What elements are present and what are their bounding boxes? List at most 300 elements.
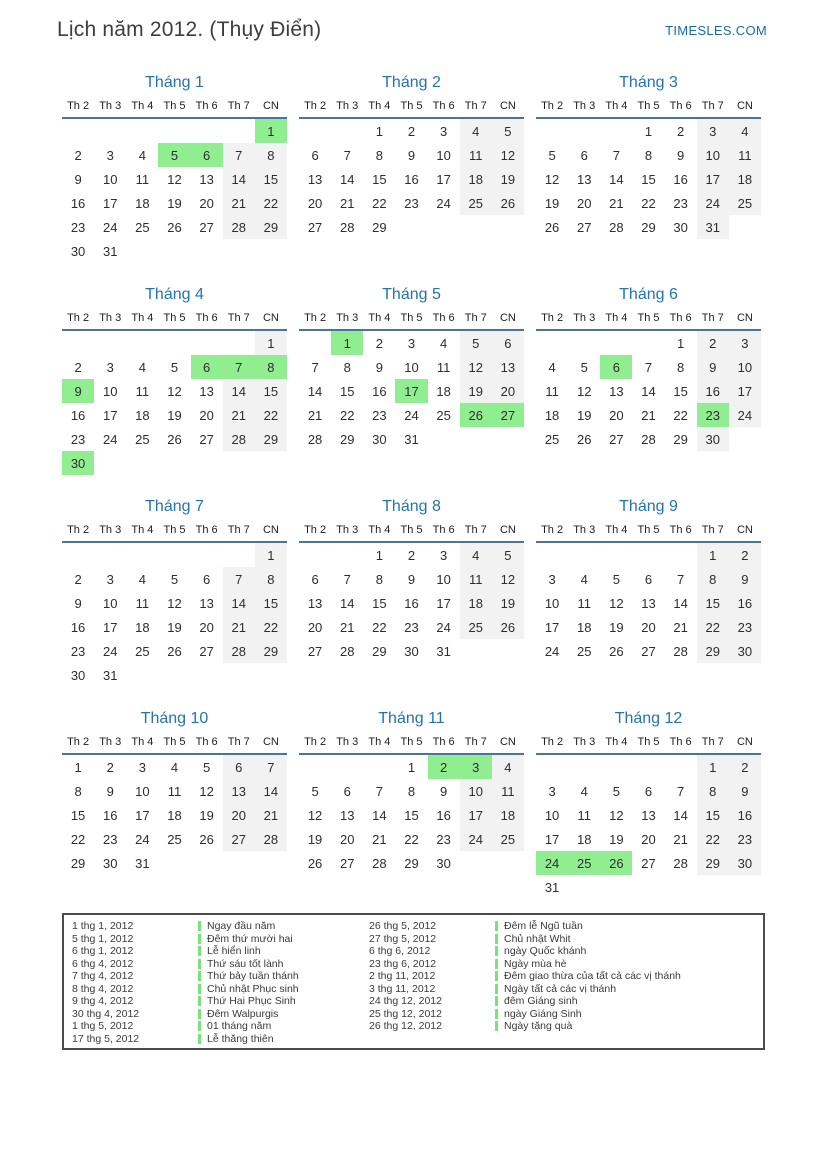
day-cell: 4 — [492, 755, 524, 779]
day-cell: 2 — [729, 755, 761, 779]
month-title-link[interactable]: Tháng 12 — [614, 710, 683, 727]
day-grid — [536, 331, 761, 475]
legend-date: 5 thg 1, 2012 — [72, 932, 134, 945]
day-cell: 18 — [576, 831, 592, 847]
day-cell: 25 — [729, 191, 761, 215]
day-cell-empty — [492, 663, 524, 687]
day-cell: 15 — [372, 595, 387, 611]
day-cell: 4 — [580, 571, 588, 587]
day-cell: 24 — [544, 643, 560, 659]
day-cell: 14 — [223, 591, 255, 615]
weekday-header: Th 5 — [637, 312, 660, 324]
day-cell: 2 — [74, 147, 82, 163]
month-block-8 — [299, 497, 524, 687]
weekday-header-row — [62, 311, 287, 331]
day-cell: 10 — [102, 383, 118, 399]
day-cell: 18 — [135, 195, 150, 211]
weekday-header: Th 3 — [336, 100, 359, 112]
day-cell: 31 — [544, 879, 560, 895]
day-cell-holiday: 23 — [697, 403, 729, 427]
day-cell-empty — [428, 875, 460, 899]
day-cell: 24 — [102, 643, 118, 659]
day-cell: 31 — [697, 215, 729, 239]
weekday-header: CN — [736, 312, 753, 324]
legend-row — [369, 933, 763, 946]
day-cell: 4 — [138, 147, 146, 163]
day-cell-empty — [299, 331, 331, 355]
day-cell: 16 — [102, 807, 118, 823]
day-cell-empty — [94, 119, 126, 143]
day-cell-empty — [729, 451, 761, 475]
weekday-header: Th 4 — [131, 524, 154, 536]
day-cell: 3 — [106, 359, 114, 375]
legend-holiday-name: Đêm giao thừa của tất cả các vị thánh — [504, 970, 681, 983]
day-cell: 17 — [436, 595, 451, 611]
day-cell: 17 — [135, 807, 150, 823]
month-title-link[interactable]: Tháng 7 — [145, 498, 204, 515]
day-cell: 4 — [138, 571, 146, 587]
day-cell-empty — [460, 663, 492, 687]
legend-holiday-name: Lễ thăng thiên — [207, 1032, 274, 1045]
day-cell: 20 — [492, 379, 524, 403]
day-cell-empty — [665, 755, 697, 779]
day-cell-empty — [568, 663, 600, 687]
day-cell: 4 — [460, 119, 492, 143]
day-cell-empty — [255, 851, 287, 875]
day-cell-empty — [158, 119, 190, 143]
weekday-header: Th 2 — [67, 736, 90, 748]
day-cell-empty — [492, 875, 524, 899]
day-cell: 16 — [70, 407, 86, 423]
weekday-header: Th 6 — [432, 312, 455, 324]
day-cell-empty — [428, 427, 460, 451]
weekday-header: Th 6 — [195, 100, 218, 112]
day-cell: 1 — [697, 755, 729, 779]
day-cell-empty — [191, 875, 223, 899]
day-cell: 9 — [729, 779, 761, 803]
weekday-header: Th 2 — [541, 100, 564, 112]
day-cell-holiday: 6 — [600, 355, 632, 379]
day-cell-empty — [395, 215, 427, 239]
month-title-link[interactable]: Tháng 10 — [140, 710, 209, 727]
day-cell-holiday: 6 — [191, 355, 223, 379]
day-cell: 3 — [106, 571, 114, 587]
day-cell: 6 — [644, 783, 653, 799]
day-cell-empty — [363, 875, 395, 899]
weekday-header: CN — [499, 100, 516, 112]
day-cell-empty — [299, 755, 331, 779]
day-cell: 10 — [102, 595, 118, 611]
day-cell: 30 — [70, 667, 86, 683]
day-cell: 12 — [492, 567, 524, 591]
day-cell: 22 — [339, 407, 355, 423]
day-cell: 1 — [677, 335, 685, 351]
month-title-link[interactable]: Tháng 3 — [619, 74, 678, 91]
legend-row — [369, 995, 763, 1008]
day-cell: 22 — [372, 619, 387, 635]
day-cell: 20 — [307, 195, 323, 211]
legend-holiday-name: Ngày mùa hè — [504, 957, 567, 970]
day-cell: 5 — [460, 331, 492, 355]
day-cell: 25 — [460, 191, 492, 215]
day-cell: 25 — [576, 643, 592, 659]
day-cell: 22 — [673, 407, 688, 423]
day-cell: 11 — [135, 171, 150, 187]
holiday-tick-icon — [198, 1034, 201, 1044]
day-cell: 10 — [460, 779, 492, 803]
day-cell: 28 — [673, 643, 688, 659]
day-cell: 6 — [311, 571, 319, 587]
day-cell-empty — [729, 427, 761, 451]
day-cell: 15 — [697, 803, 729, 827]
day-cell: 10 — [436, 571, 451, 587]
day-cell: 11 — [167, 783, 182, 799]
day-cell: 15 — [697, 591, 729, 615]
day-cell: 15 — [70, 807, 86, 823]
weekday-header: Th 5 — [637, 524, 660, 536]
legend-holiday-name: Đêm thứ mười hai — [207, 932, 293, 945]
day-cell: 19 — [460, 379, 492, 403]
weekday-header: Th 5 — [400, 100, 423, 112]
day-cell: 2 — [74, 571, 82, 587]
weekday-header: Th 6 — [669, 736, 692, 748]
day-cell: 21 — [641, 407, 656, 423]
day-cell-empty — [536, 239, 568, 263]
day-grid — [299, 119, 524, 263]
day-cell: 25 — [436, 407, 451, 423]
day-cell-empty — [223, 543, 255, 567]
day-cell-empty — [600, 239, 632, 263]
legend-column-1 — [72, 920, 369, 1045]
day-cell: 13 — [199, 171, 214, 187]
legend-column-2 — [369, 920, 763, 1033]
day-cell-holiday: 8 — [255, 355, 287, 379]
day-cell: 28 — [307, 431, 323, 447]
day-cell-empty — [460, 239, 492, 263]
legend-row — [369, 1020, 763, 1033]
day-cell: 14 — [223, 379, 255, 403]
day-cell: 7 — [343, 571, 351, 587]
day-cell: 5 — [170, 359, 179, 375]
weekday-header-row — [62, 735, 287, 755]
day-cell: 12 — [544, 171, 560, 187]
day-cell: 30 — [404, 643, 419, 659]
day-cell-empty — [94, 875, 126, 899]
day-cell: 30 — [372, 431, 387, 447]
day-cell: 28 — [372, 855, 387, 871]
legend-holiday-name: ngày Giáng Sinh — [504, 1007, 582, 1020]
weekday-header: Th 3 — [573, 100, 596, 112]
weekday-header: Th 6 — [669, 524, 692, 536]
day-cell: 15 — [641, 171, 656, 187]
weekday-header: Th 2 — [67, 312, 90, 324]
day-cell: 29 — [372, 643, 387, 659]
legend-row — [72, 958, 369, 971]
holiday-tick-icon — [198, 934, 201, 944]
day-cell: 24 — [102, 431, 118, 447]
day-cell: 23 — [404, 195, 419, 211]
day-cell: 2 — [677, 123, 685, 139]
day-cell: 17 — [729, 379, 761, 403]
holiday-tick-icon — [198, 921, 201, 931]
weekday-header: Th 7 — [464, 312, 487, 324]
day-cell-empty — [191, 331, 223, 355]
day-cell: 29 — [70, 855, 86, 871]
month-title-link[interactable]: Tháng 2 — [382, 74, 441, 91]
day-cell: 16 — [70, 195, 86, 211]
weekday-header: Th 7 — [701, 736, 724, 748]
weekday-header: Th 5 — [400, 524, 423, 536]
day-cell: 1 — [644, 123, 653, 139]
holiday-tick-icon — [198, 996, 201, 1006]
day-cell: 14 — [641, 383, 656, 399]
day-cell: 3 — [106, 147, 114, 163]
weekday-header: CN — [262, 100, 279, 112]
legend-holiday-name: Thứ bảy tuần thánh — [207, 970, 299, 983]
day-cell: 9 — [697, 355, 729, 379]
day-cell: 23 — [70, 431, 86, 447]
legend-holiday-name: đêm Giáng sinh — [504, 995, 578, 1008]
day-cell: 18 — [492, 803, 524, 827]
day-cell-empty — [62, 543, 94, 567]
day-cell: 18 — [135, 619, 150, 635]
day-cell: 26 — [609, 643, 624, 659]
legend-date: 3 thg 11, 2012 — [369, 982, 436, 995]
legend-holiday-name: Ngày tất cả các vị thánh — [504, 982, 617, 995]
day-cell: 26 — [167, 643, 182, 659]
day-cell-empty — [158, 663, 190, 687]
day-cell: 29 — [372, 219, 387, 235]
weekday-header: Th 3 — [99, 524, 122, 536]
day-cell-empty — [536, 755, 568, 779]
day-cell-empty — [331, 119, 363, 143]
legend-date: 17 thg 5, 2012 — [72, 1032, 140, 1045]
day-cell: 13 — [307, 171, 323, 187]
day-cell-empty — [729, 875, 761, 899]
day-cell: 10 — [102, 171, 118, 187]
day-cell: 26 — [167, 431, 182, 447]
day-cell: 20 — [199, 619, 214, 635]
day-cell: 5 — [170, 571, 179, 587]
day-cell: 1 — [255, 543, 287, 567]
day-cell-empty — [299, 875, 331, 899]
legend-date: 1 thg 5, 2012 — [72, 1020, 134, 1033]
weekday-header: Th 2 — [67, 524, 90, 536]
weekday-header: Th 2 — [67, 100, 90, 112]
day-cell: 29 — [255, 215, 287, 239]
day-cell-holiday: 2 — [428, 755, 460, 779]
day-cell: 5 — [311, 783, 319, 799]
day-cell: 11 — [492, 779, 524, 803]
weekday-header: CN — [736, 736, 753, 748]
day-cell-empty — [600, 331, 632, 355]
day-cell: 27 — [307, 643, 323, 659]
day-cell-empty — [331, 663, 363, 687]
brand-link[interactable]: TIMESLES.COM — [665, 23, 767, 38]
day-cell: 2 — [407, 123, 416, 139]
day-cell: 14 — [307, 383, 323, 399]
weekday-header: Th 4 — [605, 312, 628, 324]
month-title-link[interactable]: Tháng 5 — [382, 286, 441, 303]
day-cell: 20 — [199, 407, 214, 423]
day-cell: 5 — [492, 543, 524, 567]
day-cell-empty — [536, 119, 568, 143]
day-cell-empty — [62, 119, 94, 143]
month-title-link[interactable]: Tháng 4 — [145, 286, 204, 303]
day-cell: 24 — [697, 191, 729, 215]
weekday-header: Th 2 — [541, 524, 564, 536]
month-title-link[interactable]: Tháng 6 — [619, 286, 678, 303]
day-cell-empty — [62, 875, 94, 899]
day-cell-holiday: 27 — [492, 403, 524, 427]
legend-date: 7 thg 4, 2012 — [72, 970, 134, 983]
day-cell: 29 — [673, 431, 688, 447]
weekday-header: Th 5 — [163, 312, 186, 324]
legend-date: 27 thg 5, 2012 — [369, 932, 437, 945]
weekday-header: Th 2 — [304, 100, 327, 112]
legend-date: 23 thg 6, 2012 — [369, 957, 437, 970]
day-cell: 31 — [404, 431, 419, 447]
day-cell: 5 — [612, 571, 620, 587]
legend-row — [72, 920, 369, 933]
day-cell: 14 — [609, 171, 624, 187]
month-title-link[interactable]: Tháng 8 — [382, 498, 441, 515]
day-cell-empty — [460, 451, 492, 475]
day-cell-empty — [158, 451, 190, 475]
day-cell: 2 — [729, 543, 761, 567]
day-cell: 20 — [339, 831, 355, 847]
day-cell-empty — [632, 331, 664, 355]
day-cell-holiday: 1 — [255, 119, 287, 143]
day-cell-empty — [460, 215, 492, 239]
weekday-header: Th 6 — [432, 736, 455, 748]
weekday-header: Th 4 — [605, 736, 628, 748]
day-cell-empty — [697, 451, 729, 475]
day-cell-empty — [536, 331, 568, 355]
day-cell: 12 — [199, 783, 214, 799]
day-cell: 10 — [544, 807, 560, 823]
legend-holiday-name: Thứ sáu tốt lành — [207, 957, 284, 970]
day-cell: 31 — [135, 855, 150, 871]
day-cell: 18 — [167, 807, 182, 823]
day-cell: 2 — [74, 359, 82, 375]
day-cell: 23 — [70, 219, 86, 235]
calendar-grid — [62, 73, 827, 899]
legend-date: 30 thg 4, 2012 — [72, 1007, 140, 1020]
day-cell: 25 — [135, 431, 150, 447]
day-cell-empty — [492, 427, 524, 451]
day-cell-empty — [632, 239, 664, 263]
month-title-link[interactable]: Tháng 9 — [619, 498, 678, 515]
legend-date: 6 thg 4, 2012 — [72, 957, 134, 970]
day-cell: 22 — [697, 827, 729, 851]
day-cell: 9 — [677, 147, 685, 163]
legend-holiday-name: Lễ hiển linh — [207, 945, 261, 958]
day-cell: 29 — [339, 431, 355, 447]
legend-date: 6 thg 6, 2012 — [369, 945, 431, 958]
day-cell: 20 — [223, 803, 255, 827]
day-cell-empty — [223, 451, 255, 475]
day-cell: 21 — [673, 619, 688, 635]
day-cell: 9 — [407, 571, 416, 587]
day-cell: 6 — [644, 571, 653, 587]
day-cell: 10 — [135, 783, 150, 799]
month-block-3 — [536, 73, 761, 263]
day-cell: 8 — [74, 783, 82, 799]
day-cell: 8 — [375, 147, 383, 163]
day-cell: 19 — [199, 807, 214, 823]
day-cell: 27 — [641, 855, 656, 871]
weekday-header: Th 2 — [541, 312, 564, 324]
day-cell: 7 — [223, 567, 255, 591]
day-cell: 8 — [255, 143, 287, 167]
day-cell: 22 — [372, 195, 387, 211]
day-cell: 10 — [729, 355, 761, 379]
weekday-header: Th 4 — [368, 736, 391, 748]
day-cell: 17 — [460, 803, 492, 827]
weekday-header: CN — [499, 736, 516, 748]
day-cell: 30 — [729, 639, 761, 663]
day-cell: 12 — [609, 595, 624, 611]
day-cell: 10 — [404, 359, 419, 375]
weekday-header: Th 7 — [464, 100, 487, 112]
day-cell: 23 — [436, 831, 451, 847]
day-cell: 3 — [407, 335, 416, 351]
day-cell: 4 — [548, 359, 556, 375]
legend-holiday-name: Đêm Walpurgis — [207, 1007, 279, 1020]
month-title-link[interactable]: Tháng 11 — [378, 710, 445, 727]
day-cell-empty — [395, 239, 427, 263]
weekday-header: Th 3 — [336, 524, 359, 536]
day-cell: 8 — [677, 359, 685, 375]
day-cell-empty — [600, 755, 632, 779]
holiday-tick-icon — [198, 946, 201, 956]
day-cell-empty — [158, 851, 190, 875]
month-title-link[interactable]: Tháng 1 — [145, 74, 204, 91]
day-cell-holiday: 6 — [191, 143, 223, 167]
weekday-header: Th 3 — [99, 736, 122, 748]
legend-row — [72, 970, 369, 983]
day-cell-empty — [460, 851, 492, 875]
day-cell: 1 — [375, 123, 383, 139]
day-cell-holiday: 25 — [568, 851, 600, 875]
day-cell: 27 — [576, 219, 592, 235]
day-cell: 13 — [641, 595, 656, 611]
month-block-7 — [62, 497, 287, 687]
day-cell-empty — [191, 543, 223, 567]
day-cell: 31 — [102, 243, 118, 259]
day-cell: 19 — [492, 591, 524, 615]
day-cell: 15 — [673, 383, 688, 399]
day-cell: 4 — [729, 119, 761, 143]
day-cell: 28 — [673, 855, 688, 871]
day-cell-empty — [126, 543, 158, 567]
day-cell: 12 — [307, 807, 323, 823]
day-cell: 20 — [199, 195, 214, 211]
day-cell: 7 — [677, 783, 685, 799]
day-cell: 25 — [492, 827, 524, 851]
weekday-header-row — [62, 523, 287, 543]
day-cell: 13 — [307, 595, 323, 611]
day-cell: 7 — [677, 571, 685, 587]
day-cell: 31 — [436, 643, 451, 659]
day-cell-empty — [536, 543, 568, 567]
legend-date: 25 thg 12, 2012 — [369, 1007, 442, 1020]
month-block-5 — [299, 285, 524, 475]
day-cell: 17 — [102, 195, 118, 211]
day-cell: 2 — [407, 547, 416, 563]
day-cell: 26 — [492, 191, 524, 215]
